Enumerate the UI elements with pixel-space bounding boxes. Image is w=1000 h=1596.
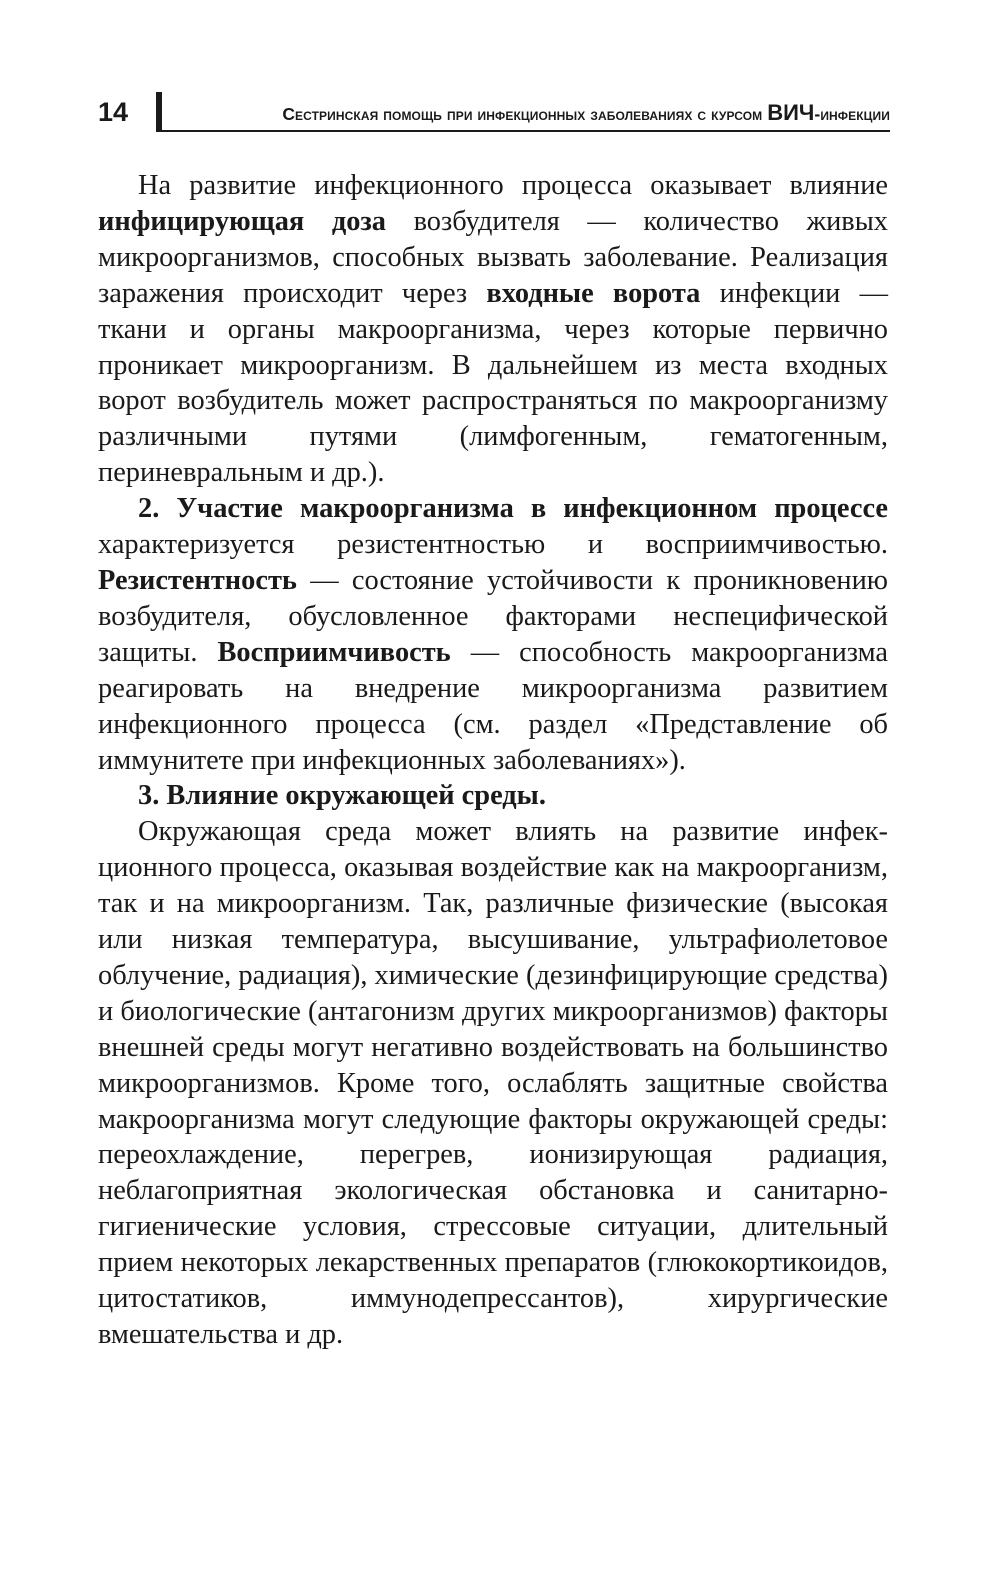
- running-title-main: Сестринская помощь при инфекционных заболеваниях с курсом: [282, 104, 768, 124]
- term-infecting-dose: инфицирующая доза: [98, 205, 386, 237]
- term-resistance: Резистентность: [98, 564, 297, 596]
- text-run: На развитие инфекционного процесса оказывает влияние: [138, 170, 888, 201]
- paragraph-infectious-dose: [98, 168, 888, 491]
- header-vertical-rule: [156, 92, 162, 132]
- paragraph-environment: [98, 814, 888, 1353]
- header-horizontal-rule: [156, 130, 890, 132]
- running-title-end: -инфекции: [814, 104, 890, 124]
- paragraph-macroorganism: [98, 491, 888, 778]
- running-head: [98, 92, 890, 136]
- section-heading-3: [98, 778, 888, 814]
- text-run: — способность макроорганизма реагировать на внедрение микроорганизма развитием инфекционного процесса (см. раздел «Представление об иммунитете при инфекционных заболеваниях»).: [98, 636, 888, 776]
- page-number: 14: [98, 97, 129, 127]
- running-title-abbr: ВИЧ: [767, 100, 815, 125]
- text-run: возбудителя — количество живых микроорганизмов, способных вызвать заболевание. Реализация заражения происходит через: [98, 205, 888, 309]
- term-entry-gate: входные ворота: [486, 277, 701, 309]
- text-run: Окружающая среда может влиять на развитие инфекционного процесса, оказывая воздействие как на макроорганизм, так и на микроорганизм. Так, различные физические (высокая или низкая температура, высушивание, ультрафиолетовое облучение, радиация), химические (дезинфицирующие средства) и биологические (антагонизм других микроорганизмов) факторы внешней среды могут негативно воздействовать на большинство микроорганизмов. Кроме того, ослаблять защитные свойства макроорганизма могут следующие факторы окружающей среды: переохлаждение, перегрев, ионизирующая радиация, неблагоприятная экологическая обстановка и санитарно-гигиенические условия, стрессовые ситуации, длительный прием некоторых лекарственных препаратов (глюкокортикоидов, цитостатиков, иммунодепрессантов), хирургические вмешательства и др.: [98, 816, 888, 1350]
- text-run: инфекции — ткани и органы макроорганизма, через которые первично проникает микроорганизм. В дальнейшем из места входных ворот возбудитель может распространяться по макроорганизму различными путями (лимфогенным, гематогенным, периневральным и др.).: [98, 277, 888, 489]
- section-heading-2: 2. Участие макроорганизма в инфекционном процессе: [138, 493, 888, 525]
- running-title: [282, 100, 890, 127]
- body-text: [98, 168, 888, 1353]
- section-heading-3-text: 3. Влияние окружающей среды.: [138, 780, 546, 812]
- text-run: характеризуется резистентностью и восприимчивостью.: [98, 529, 888, 561]
- term-susceptibility: Восприимчивость: [217, 636, 451, 668]
- text-run: — состояние устойчивости к проникновению возбудителя, обусловленное факторами неспецифической защиты.: [98, 564, 888, 668]
